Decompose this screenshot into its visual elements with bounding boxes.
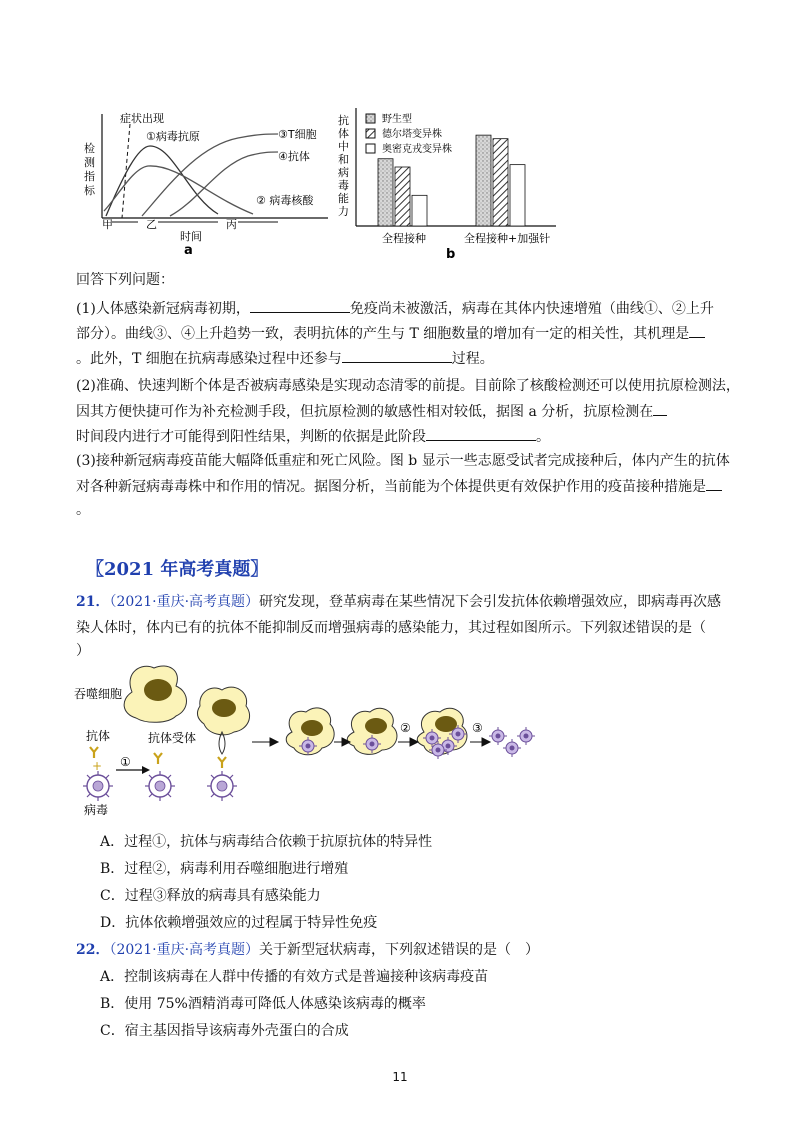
receptor-label: 抗体受体 (148, 731, 197, 745)
bar-2-2 (493, 139, 508, 226)
q22-option-b[interactable]: B．使用 75%酒精消毒可降低人体感染该病毒的概率 (100, 996, 426, 1012)
figure-b-ylabel-char: 体 (338, 127, 349, 140)
q21-option-d[interactable]: D．抗体依赖增强效应的过程属于特异性免疫 (100, 915, 378, 931)
q3-line3: 。 (76, 502, 90, 518)
bar-1-2 (395, 167, 410, 226)
q1-line3 (76, 348, 494, 369)
q2-line3-b: 。 (536, 429, 550, 445)
q21-line1 (76, 592, 721, 612)
q21-number: 21． (76, 594, 110, 610)
bound-virus-icon (207, 771, 237, 801)
q2-line3-a: 时间段内进行才可能得到阳性结果，判断的依据是此阶段 (76, 429, 426, 445)
released-virus-icon (503, 739, 521, 757)
q1-line2-text: 部分）。曲线③、④上升趋势一致，表明抗体的产生与 T 细胞数量的增加有一定的相关性，其机理是 (76, 326, 690, 342)
q22-line1 (76, 940, 539, 960)
q22-option-c[interactable]: C．宿主基因指导该病毒外壳蛋白的合成 (100, 1023, 349, 1039)
q3-line2-text: 对各种新冠病毒毒株中和作用的情况。据图分析，当前能为个体提供更有效保护作用的疫苗接种措施是 (76, 479, 706, 495)
section-heading: 〖2021 年高考真题〗 (86, 559, 269, 580)
antibody-icon (90, 747, 98, 758)
figure-b-group1-label: 全程接种 (382, 232, 426, 245)
arrow-icon (252, 738, 278, 746)
step2-label: ② (400, 721, 411, 735)
figure-b-ylabel-char: 毒 (338, 179, 349, 192)
ade-process-figure (72, 662, 542, 822)
arrow-icon (470, 738, 490, 746)
figure-a-ylabel-3: 指 (84, 170, 95, 183)
q1-line3-a: 。此外，T 细胞在抗病毒感染过程中还参与 (76, 351, 342, 367)
figure-a-symptom-label: 症状出现 (120, 112, 164, 125)
q1-line1-b: 免疫尚未被激活，病毒在其体内快速增殖（曲线①、②上升 (349, 301, 714, 317)
q2-blank-period[interactable] (653, 401, 667, 416)
plus-sign-icon: + (92, 759, 103, 773)
arrow-icon (142, 766, 150, 774)
step1-label: ① (120, 755, 131, 769)
q22-source[interactable]: （2021·重庆·高考真题） (109, 942, 260, 958)
figure-a-x-jia: 甲 (102, 218, 113, 231)
legend-label: 野生型 (382, 114, 412, 125)
figure-a-caption: a (184, 243, 193, 256)
figure-a-ylabel-4: 标 (84, 184, 95, 197)
figure-a-curve1-label: ①病毒抗原 (146, 130, 200, 143)
q2-line1: (2)准确、快速判断个体是否被病毒感染是实现动态清零的前提。目前除了核酸检测还可以使用抗原检测法， (76, 378, 740, 394)
q21-source[interactable]: （2021·重庆·高考真题） (109, 594, 260, 610)
q1-blank-process[interactable] (342, 348, 452, 363)
figure-b-ylabel-char: 中 (338, 140, 349, 153)
questions-intro: 回答下列问题： (76, 272, 174, 288)
q3-blank-measure[interactable] (706, 476, 722, 491)
released-virus-icon (517, 727, 535, 745)
q2-line3 (76, 426, 550, 447)
figure-b-chart (334, 100, 564, 262)
q21-option-a[interactable]: A．过程①，抗体与病毒结合依赖于抗原抗体的特异性 (100, 834, 433, 850)
q2-line2 (76, 401, 667, 422)
antibody-virus-complex-antibody (154, 753, 162, 764)
q2-blank-reason[interactable] (426, 426, 536, 441)
q21-option-b[interactable]: B．过程②，病毒利用吞噬细胞进行增殖 (100, 861, 349, 877)
figure-b-group2-label: 全程接种+加强针 (464, 232, 551, 245)
figure-a-x-bing: 丙 (226, 218, 237, 231)
figure-b-ylabel-char: 和 (338, 153, 349, 166)
q1-blank-immunity[interactable] (250, 298, 350, 313)
q1-line1-a: (1)人体感染新冠病毒初期， (76, 301, 250, 317)
figure-b-caption: b (446, 247, 456, 262)
q22-number: 22． (76, 942, 110, 958)
q22-text: 关于新型冠状病毒，下列叙述错误的是（ ） (259, 942, 540, 958)
antibody-virus-complex-virus (145, 771, 175, 801)
q1-line2 (76, 323, 705, 344)
figure-b-ylabel-char: 力 (338, 205, 349, 218)
phagocyte-label: 吞噬细胞 (74, 687, 123, 701)
q3-line1: (3)接种新冠病毒疫苗能大幅降低重症和死亡风险。图 b 显示一些志愿受试者完成接种后，体内产生的抗体 (76, 453, 730, 469)
figure-b-ylabel-char: 能 (338, 192, 349, 205)
figure-b-ylabel-char: 病 (338, 166, 349, 179)
figure-a-ylabel-1: 检 (84, 142, 95, 155)
legend-swatch (366, 114, 375, 123)
figure-a-curve3-label: ③T细胞 (278, 128, 317, 141)
arrow-icon (398, 738, 418, 746)
legend-label: 奥密克戎变异株 (382, 144, 452, 155)
virus-icon (83, 771, 113, 801)
q1-blank-mechanism[interactable] (689, 323, 705, 338)
virus-label: 病毒 (84, 803, 109, 817)
figure-a-ylabel-2: 测 (84, 156, 95, 169)
bar-2-1 (476, 135, 491, 226)
antibody-label: 抗体 (86, 729, 111, 743)
q21-option-c[interactable]: C．过程③释放的病毒具有感染能力 (100, 888, 321, 904)
legend-swatch (366, 129, 375, 138)
q21-line2: 染人体时，体内已有的抗体不能抑制反而增强病毒的感染能力，其过程如图所示。下列叙述错误的是（ (76, 620, 706, 636)
q2-line2-text: 因其方便快捷可作为补充检测手段，但抗原检测的敏感性相对较低，据图 a 分析，抗原检测在 (76, 404, 654, 420)
figure-a-curve2-label: ② 病毒核酸 (256, 194, 314, 207)
legend-label: 德尔塔变异株 (382, 129, 442, 140)
curve-virus-antigen (106, 146, 218, 216)
bar-1-3 (412, 195, 427, 226)
q3-line2 (76, 476, 722, 497)
q1-line3-b: 过程。 (451, 351, 494, 367)
figure-a (78, 106, 338, 256)
legend-swatch (366, 144, 375, 153)
step3-label: ③ (472, 721, 483, 735)
figure-a-x-yi: 乙 (146, 218, 157, 231)
q22-option-a[interactable]: A．控制该病毒在人群中传播的有效方式是普遍接种该病毒疫苗 (100, 969, 489, 985)
figure-a-x-label: 时间 (180, 230, 202, 243)
q21-line3: ） (76, 643, 90, 659)
bar-1-1 (378, 159, 393, 226)
figure-a-curve4-label: ④抗体 (278, 150, 310, 163)
page-number: 11 (392, 1070, 408, 1084)
q21-line1-text: 研究发现，登革病毒在某些情况下会引发抗体依赖增强效应，即病毒再次感 (259, 594, 722, 610)
q1-line1 (76, 298, 714, 319)
figure-b-ylabel-char: 抗 (338, 114, 349, 127)
bar-2-3 (510, 165, 525, 226)
released-virus-icon (489, 727, 507, 745)
